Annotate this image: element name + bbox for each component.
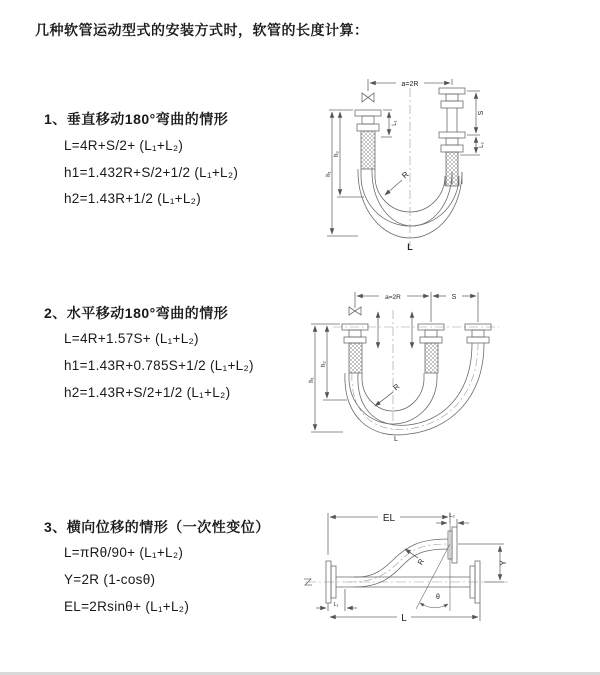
bowtie-mark <box>362 93 374 102</box>
radius-leader <box>375 392 393 406</box>
hose-u-curves <box>345 343 484 435</box>
h-dimensions <box>327 110 364 236</box>
right-flange-upper <box>439 88 465 108</box>
formula-line: L=πRθ/90+ (L₁+L₂) <box>64 545 184 560</box>
braided-hose-section <box>349 343 362 373</box>
dim-l1-label: L₁ <box>392 120 398 126</box>
h-dimensions <box>311 324 347 432</box>
formula-line: L=4R+1.57S+ (L₁+L₂) <box>64 331 199 346</box>
small-l-dimensions <box>378 312 412 348</box>
radius-leader <box>405 549 418 558</box>
y-label: Y <box>499 560 508 566</box>
dim-h2-label: h₂ <box>321 361 327 367</box>
dim-l1-label: L₁ <box>333 602 339 608</box>
l2-dimension <box>436 519 469 527</box>
dim-l2-label: L₂ <box>449 513 455 519</box>
diagram-vertical-180-bend <box>306 66 546 256</box>
radius-leader <box>385 180 402 195</box>
formula-line: L=4R+S/2+ (L₁+L₂) <box>64 138 184 153</box>
dim-h1-label: h₁ <box>326 171 332 177</box>
left-flange <box>355 110 381 131</box>
el-label: EL <box>382 513 396 524</box>
y-dimension <box>458 544 504 582</box>
braided-hose-section <box>425 343 438 373</box>
dim-h1-label: h₁ <box>309 377 315 383</box>
length-label: L <box>394 436 398 443</box>
radius-label: R <box>400 169 411 181</box>
radius-label: R <box>415 557 427 567</box>
braided-hose-section <box>361 131 375 169</box>
bowtie-mark <box>349 307 361 315</box>
length-label: L <box>407 242 413 252</box>
formula-line: h1=1.432R+S/2+1/2 (L₁+L₂) <box>64 165 239 180</box>
diagram-lateral-displacement <box>298 503 590 645</box>
doc-title: 几种软管运动型式的安装方式时，软管的长度计算： <box>35 22 369 38</box>
formula-line: h2=1.43R+1/2 (L₁+L₂) <box>64 191 202 206</box>
dim-l2-label: L₂ <box>479 142 485 148</box>
right-pipe-walls <box>447 108 457 132</box>
dim-span-label: a=2R <box>385 294 401 301</box>
dim-s-label: S <box>451 294 457 301</box>
dim-span-label: a=2R <box>401 81 419 88</box>
theta-label: θ <box>436 594 440 601</box>
length-label: L <box>401 613 407 624</box>
formula-line: h1=1.43R+0.785S+1/2 (L₁+L₂) <box>64 358 254 373</box>
l1-dimension <box>381 110 392 137</box>
radius-label: R <box>391 381 402 393</box>
formula-line: Y=2R (1-cosθ) <box>64 572 156 587</box>
s-curve-hose <box>348 539 448 587</box>
section-2-heading: 2、水平移动180°弯曲的情形 <box>44 305 229 321</box>
dim-h2-label: h₂ <box>334 151 340 157</box>
dim-s-label: S <box>478 110 485 116</box>
section-3-heading: 3、横向位移的情形（一次性变位） <box>44 519 270 535</box>
section-1-heading: 1、垂直移动180°弯曲的情形 <box>44 111 229 127</box>
top-dimensions <box>355 292 478 322</box>
formula-line: EL=2Rsinθ+ (L₁+L₂) <box>64 599 190 614</box>
diagram-horizontal-180-bend <box>301 282 553 446</box>
formula-line: h2=1.43R+S/2+1/2 (L₁+L₂) <box>64 385 231 400</box>
right-flange-lower <box>439 132 465 152</box>
